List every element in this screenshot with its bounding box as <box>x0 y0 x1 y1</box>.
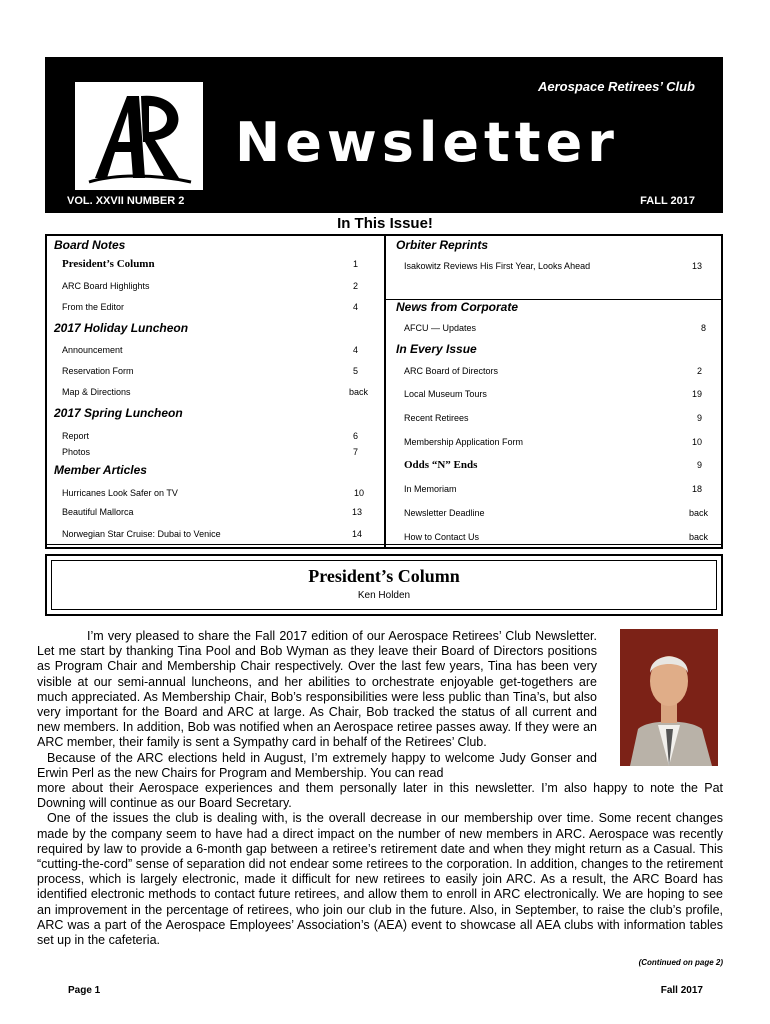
toc-item[interactable]: Photos 7 <box>62 447 358 457</box>
paragraph: Because of the ARC elections held in August, I’m extremely happy to welcome Judy Gonser and Erwin Perl as the new Chairs for Program and Membership. You can read <box>37 750 597 780</box>
toc-heading: In This Issue! <box>337 215 433 232</box>
toc-item[interactable]: Local Museum Tours 19 <box>404 389 702 399</box>
volume-number: VOL. XXVII NUMBER 2 <box>67 195 185 207</box>
toc-item[interactable]: In Memoriam 18 <box>404 484 702 494</box>
page-number: Page 1 <box>68 985 101 996</box>
article-author: Ken Holden <box>357 590 411 601</box>
toc-item[interactable]: President’s Column 1 <box>62 258 358 270</box>
issue-season: FALL 2017 <box>640 195 695 207</box>
footer-season: Fall 2017 <box>660 985 703 996</box>
toc-section-member-articles: Member Articles <box>54 463 147 477</box>
toc-item[interactable]: Norwegian Star Cruise: Dubai to Venice 14 <box>62 529 362 539</box>
toc-section-spring-luncheon: 2017 Spring Luncheon <box>54 406 183 420</box>
toc-item[interactable]: Hurricanes Look Safer on TV 10 <box>62 488 364 498</box>
toc-section-orbiter-reprints: Orbiter Reprints <box>396 238 489 252</box>
toc-item[interactable]: Isakowitz Reviews His First Year, Looks Ahead 13 <box>404 261 702 271</box>
toc-item[interactable]: Reservation Form 5 <box>62 366 358 376</box>
newsletter-title: Newsletter <box>235 111 619 174</box>
paragraph: One of the issues the club is dealing with, is the overall decrease in our membership over time. Some recent changes made by the company seem to have had a direct impact on the number of new members in ARC. Aerospace was recently required by law to provide a 6-month gap between a retiree’s retirement date and when they might return as a Casual. This “cutting-the-cord” sense of separation did not endear some retirees to the corporation. In addition, changes to the retirement process, which is largely electronic, made it difficult for new retirees to easily join ARC. As a result, the ARC Board has identified electronic methods to contact future retirees, and allow them to enroll in ARC electronically. We are hoping to see an improvement in the percentage of retirees, who join our club in the future. Also, in September, to raise the club’s profile, ARC was a part of the Aerospace Employees’ Association’s (AEA) event to showcase all AEA clubs with information tables set up in the cafeteria. <box>37 811 723 948</box>
toc-item[interactable]: Beautiful Mallorca 13 <box>62 507 362 517</box>
toc-section-news-from-corporate: News from Corporate <box>396 300 519 314</box>
toc-item[interactable]: AFCU — Updates 8 <box>404 323 706 333</box>
ar-logo-icon <box>75 82 203 190</box>
toc-item[interactable]: From the Editor 4 <box>62 302 358 312</box>
article-title: President’s Column <box>308 566 460 586</box>
article-body <box>37 629 723 948</box>
ar-logo <box>75 82 203 190</box>
toc-item[interactable]: How to Contact Us back <box>404 532 708 542</box>
masthead <box>45 57 723 213</box>
paragraph: I’m very pleased to share the Fall 2017 edition of our Aerospace Retirees’ Club Newsletter. Let me start by thanking Tina Pool and Bob Wyman as they leave their Board of Directors positions as Program Chair and Membership Chair respectively. Over the last few years, Tina has been very visible at our semi-annual luncheons, and her abilities to orchestrate enjoyable get-togethers are much appreciated. As Membership Chair, Bob’s responsibilities were less public than Tina’s, but also very important for the Board and ARC at large. As Chair, Bob tracked the status of all current and new members. In addition, Bob was notified when an Aerospace retiree passes away. If they were an ARC member, their family is sent a Sympathy card in behalf of the Retirees’ Club. <box>37 629 597 750</box>
toc-section-holiday-luncheon: 2017 Holiday Luncheon <box>54 321 189 335</box>
toc-item[interactable]: Report 6 <box>62 431 358 441</box>
article-header-box <box>45 554 723 616</box>
toc-item[interactable]: Recent Retirees 9 <box>404 413 702 423</box>
toc-item[interactable]: Membership Application Form 10 <box>404 437 702 447</box>
toc-section-board-notes: Board Notes <box>54 238 126 252</box>
club-name: Aerospace Retirees’ Club <box>537 79 695 94</box>
toc-item[interactable]: Odds “N” Ends 9 <box>404 459 702 471</box>
toc-item[interactable]: Map & Directions back <box>62 387 368 397</box>
continued-note[interactable]: (Continued on page 2) <box>638 958 723 967</box>
toc-item[interactable]: Newsletter Deadline back <box>404 508 708 518</box>
paragraph: more about their Aerospace experiences and them personally later in this newsletter. I’m also happy to note the Pat Downing will continue as our Board Secretary. <box>37 781 723 811</box>
toc-bottom-rule <box>47 544 721 545</box>
toc-item[interactable]: ARC Board Highlights 2 <box>62 281 358 291</box>
toc-item[interactable]: Announcement 4 <box>62 345 358 355</box>
toc-divider <box>384 236 386 547</box>
toc-item[interactable]: ARC Board of Directors 2 <box>404 366 702 376</box>
toc-section-in-every-issue: In Every Issue <box>396 342 477 356</box>
